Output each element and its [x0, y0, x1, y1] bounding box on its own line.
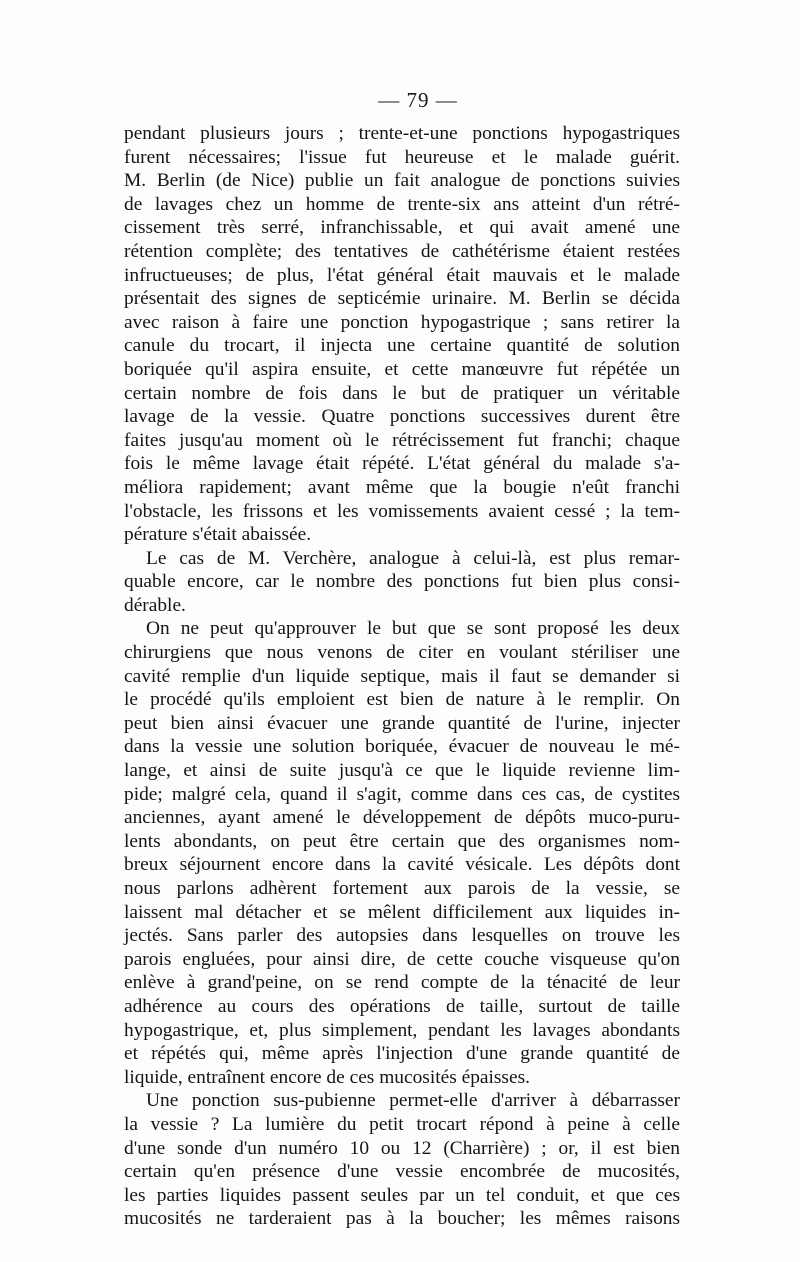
- text-line: boriquée qu'il aspira ensuite, et cette manœuvre fut répétée un: [124, 358, 680, 380]
- text-line: avec raison à faire une ponction hypogastrique ; sans retirer la: [124, 311, 680, 333]
- text-line: M. Berlin (de Nice) publie un fait analogue de ponctions suivies: [124, 170, 680, 192]
- text-line: d'une sonde d'un numéro 10 ou 12 (Charrière) ; or, il est bien: [124, 1137, 680, 1159]
- text-line: jectés. Sans parler des autopsies dans lesquelles on trouve les: [124, 925, 680, 947]
- text-line: peut bien ainsi évacuer une grande quantité de l'urine, injecter: [124, 712, 680, 734]
- text-line: anciennes, ayant amené le développement de dépôts muco-puru-: [124, 807, 680, 829]
- text-line: et répétés qui, même après l'injection d'une grande quantité de: [124, 1043, 680, 1065]
- paragraph-2: [124, 547, 680, 618]
- text-line: le procédé qu'ils emploient est bien de nature à le remplir. On: [124, 689, 680, 711]
- text-line: cavité remplie d'un liquide septique, mais il faut se demander si: [124, 665, 680, 687]
- text-line: présentait des signes de septicémie urinaire. M. Berlin se décida: [124, 288, 680, 310]
- text-line: nous parlons adhèrent fortement aux parois de la vessie, se: [124, 878, 680, 899]
- text-line: Le cas de M. Verchère, analogue à celui-là, est plus remar-: [146, 547, 680, 569]
- text-line: laissent mal détacher et se mêlent difficilement aux liquides in-: [124, 901, 680, 923]
- text-line: l'obstacle, les frissons et les vomissements avaient cessé ; la tem-: [124, 500, 680, 522]
- text-line: certain nombre de fois dans le but de pratiquer un véritable: [124, 382, 680, 404]
- text-line: parois engluées, pour ainsi dire, de cette couche visqueuse qu'on: [124, 948, 680, 970]
- paragraph-4: [124, 1089, 680, 1231]
- body-text: [124, 122, 680, 1231]
- text-line: adhérence au cours des opérations de taille, surtout de taille: [124, 995, 680, 1017]
- text-line: canule du trocart, il injecta une certaine quantité de solution: [124, 335, 680, 357]
- text-line: cissement très serré, infranchissable, et qui avait amené une: [124, 217, 680, 239]
- text-line: pérature s'était abaissée.: [124, 524, 312, 546]
- text-line: On ne peut qu'approuver le but que se sont proposé les deux: [146, 618, 680, 640]
- text-line: les parties liquides passent seules par un tel conduit, et que ces: [124, 1184, 680, 1206]
- text-line: liquide, entraînent encore de ces mucosités épaisses.: [124, 1066, 530, 1088]
- text-line: infructueuses; de plus, l'état général était mauvais et le malade: [124, 264, 680, 286]
- paragraph-1: [124, 122, 680, 547]
- text-line: chirurgiens que nous venons de citer en voulant stériliser une: [124, 642, 680, 664]
- text-line: lavage de la vessie. Quatre ponctions successives durent être: [124, 406, 680, 428]
- paragraph-3: [124, 617, 680, 1089]
- text-line: hypogastrique, et, plus simplement, pendant les lavages abondants: [124, 1019, 680, 1041]
- text-line: Une ponction sus-pubienne permet-elle d'arriver à débarrasser: [146, 1090, 680, 1112]
- text-line: lents abondants, on peut être certain que des organismes nom-: [124, 830, 680, 852]
- text-line: méliora rapidement; avant même que la bougie n'eût franchi: [124, 476, 680, 498]
- text-line: furent nécessaires; l'issue fut heureuse et le malade guérit.: [124, 146, 680, 168]
- text-line: breux séjournent encore dans la cavité vésicale. Les dépôts dont: [124, 854, 680, 876]
- text-line: pide; malgré cela, quand il s'agit, comme dans ces cas, de cystites: [124, 783, 680, 805]
- text-line: lange, et ainsi de suite jusqu'à ce que le liquide revienne lim-: [124, 760, 680, 782]
- text-line: dérable.: [124, 594, 186, 616]
- text-line: mucosités ne tarderaient pas à la boucher; les mêmes raisons: [124, 1208, 680, 1230]
- text-line: enlève à grand'peine, on se rend compte de la ténacité de leur: [124, 972, 680, 994]
- page-number: — 79 —: [378, 88, 458, 112]
- text-line: faites jusqu'au moment où le rétrécissement fut franchi; chaque: [124, 429, 680, 451]
- text-line: pendant plusieurs jours ; trente-et-une ponctions hypogastriques: [124, 123, 680, 144]
- text-line: la vessie ? La lumière du petit trocart répond à peine à celle: [124, 1113, 680, 1135]
- text-line: rétention complète; des tentatives de cathétérisme étaient restées: [124, 240, 680, 262]
- text-line: de lavages chez un homme de trente-six ans atteint d'un rétré-: [124, 193, 680, 215]
- text-line: dans la vessie une solution boriquée, évacuer de nouveau le mé-: [124, 736, 680, 758]
- text-line: certain qu'en présence d'une vessie encombrée de mucosités,: [124, 1161, 680, 1183]
- text-line: fois le même lavage était répété. L'état général du malade s'a-: [124, 453, 680, 475]
- text-line: quable encore, car le nombre des ponctions fut bien plus consi-: [124, 571, 680, 593]
